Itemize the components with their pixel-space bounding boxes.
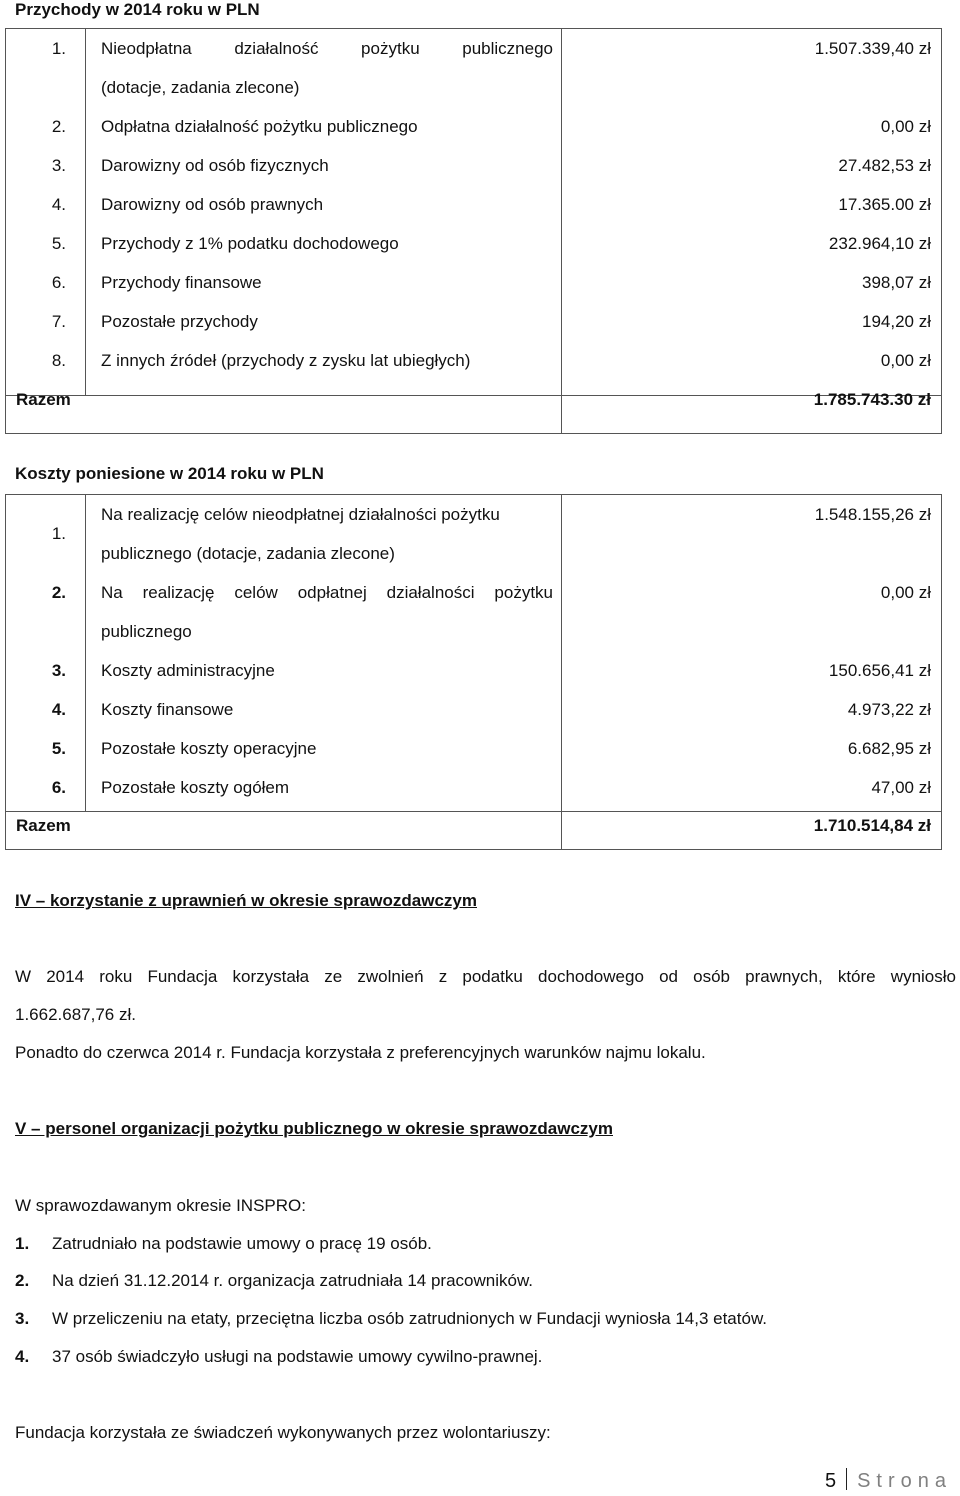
costs-title: Koszty poniesione w 2014 roku w PLN [15, 464, 324, 483]
table-row: 3. Darowizny od osób fizycznych 27.482,53 zł [51, 156, 931, 175]
table-row: 2. Odpłatna działalność pożytku publicznego 0,00 zł [51, 117, 931, 136]
total-label: Razem [16, 816, 71, 835]
section-v-intro: W sprawozdawanym okresie INSPRO: [15, 1196, 306, 1215]
total-label: Razem [16, 390, 71, 409]
page-footer [825, 1466, 952, 1496]
table-row: 8. Z innych źródeł (przychody z zysku lat ubiegłych) 0,00 zł [51, 351, 931, 370]
table-row: 1. Nieodpłatna działalność pożytku publicznego 1.507.339,40 zł [51, 39, 931, 58]
table-row: 4. Darowizny od osób prawnych 17.365.00 zł [51, 195, 931, 214]
volunteers-line: Fundacja korzystała ze świadczeń wykonywanych przez wolontariuszy: [15, 1423, 551, 1442]
table-row: 6. Pozostałe koszty ogółem 47,00 zł [51, 778, 931, 797]
table-row: 5. Pozostałe koszty operacyjne 6.682,95 zł [51, 739, 931, 758]
table-row-continuation: (dotacje, zadania zlecone) [101, 78, 300, 97]
section-iv-paragraph-line2: 1.662.687,76 zł. [15, 1005, 136, 1024]
section-iv-heading: IV – korzystanie z uprawnień w okresie sprawozdawczym [15, 891, 477, 910]
total-row [6, 806, 941, 845]
total-row [6, 380, 941, 419]
table-row: 7. Pozostałe przychody 194,20 zł [51, 312, 931, 331]
costs-table [5, 494, 942, 850]
total-value: 1.710.514,84 zł [813, 816, 931, 835]
section-iv-paragraph-line1: W 2014 roku Fundacja korzystała ze zwolnień z podatku dochodowego od osób prawnych, które wyniosło [15, 967, 956, 986]
table-row: 1. Na realizację celów nieodpłatnej działalności pożytku publicznego (dotacje, zadania zlecone) 1.548.155,26 zł [51, 505, 931, 563]
table-row: 4. Koszty finansowe 4.973,22 zł [51, 700, 931, 719]
table-row: 3. Koszty administracyjne 150.656,41 zł [51, 661, 931, 680]
section-iv-paragraph-2: Ponadto do czerwca 2014 r. Fundacja korzystała z preferencyjnych warunków najmu lokalu. [15, 1043, 706, 1062]
total-value: 1.785.743.30 zł [813, 390, 931, 409]
table-row: 6. Przychody finansowe 398,07 zł [51, 273, 931, 292]
section-v-heading: V – personel organizacji pożytku publicznego w okresie sprawozdawczym [15, 1119, 613, 1138]
footer-separator [846, 1468, 847, 1490]
table-row: 5. Przychody z 1% podatku dochodowego 232.964,10 zł [51, 234, 931, 253]
page-label: Strona [857, 1470, 952, 1492]
income-title: Przychody w 2014 roku w PLN [15, 0, 260, 19]
table-row: 2. Na realizację celów odpłatnej działalności pożytku publicznego 0,00 zł [51, 583, 931, 641]
page-number: 5 [824, 1470, 837, 1492]
income-table [5, 28, 942, 434]
